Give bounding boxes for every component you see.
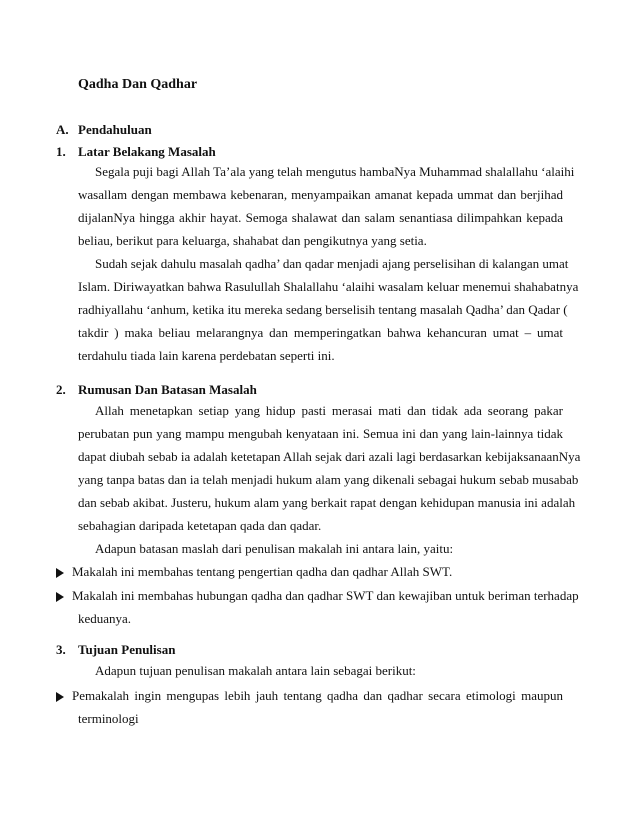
section-a-heading [56, 122, 152, 138]
bullet-item: Makalah ini membahas tentang pengertian qadha dan qadhar Allah SWT. [72, 564, 453, 579]
paragraph-line: takdir ) maka beliau melarangnya dan memperingatkan bahwa kehancuran umat – umat [78, 325, 563, 340]
subsection-2-heading [56, 382, 257, 398]
paragraph-line: Segala puji bagi Allah Ta’ala yang telah mengutus hambaNya Muhammad shalallahu ‘alaihi [95, 164, 575, 179]
paragraph-line: Sudah sejak dahulu masalah qadha’ dan qadar menjadi ajang perselisihan di kalangan umat [95, 256, 569, 271]
paragraph-line: dapat diubah sebab ia adalah ketetapan Allah sejak dari azali lagi berdasarkan kebijaksanaanNya [78, 449, 581, 464]
paragraph-line: terdahulu tiada lain karena perdebatan seperti ini. [78, 348, 335, 363]
paragraph-line: dan sebab akibat. Justeru, hukum alam yang berkait rapat dengan kehidupan manusia ini adalah [78, 495, 576, 510]
document-title: Qadha Dan Qadhar [78, 77, 198, 92]
subsection-1-heading [56, 144, 216, 160]
arrow-bullet-icon [56, 565, 70, 581]
subsection-3-label: Tujuan Penulisan [78, 642, 176, 657]
paragraph-line: sebahagian daripada ketetapan qada dan qadar. [78, 518, 322, 533]
bullet-item: Makalah ini membahas hubungan qadha dan qadhar SWT dan kewajiban untuk beriman terhadap [72, 588, 579, 603]
paragraph-line: dijalanNya hingga akhir hayat. Semoga shalawat dan salam senantiasa dilimpahkan kepada [78, 210, 563, 225]
paragraph-line: wasallam dengan membawa kebenaran, menyampaikan amanat kepada ummat dan berjihad [78, 187, 563, 202]
paragraph-line: yang tanpa batas dan ia telah menjadi hukum alam yang dikenali sebagai hukum sebab musabab [78, 472, 579, 487]
paragraph-line: Allah menetapkan setiap yang hidup pasti merasai mati dan tidak ada seorang pakar [95, 403, 563, 418]
arrow-bullet-icon [56, 689, 70, 705]
bullet-item-continuation: terminologi [78, 711, 139, 726]
paragraph-line: Adapun tujuan penulisan makalah antara lain sebagai berikut: [95, 663, 416, 678]
paragraph-line: Adapun batasan maslah dari penulisan makalah ini antara lain, yaitu: [95, 541, 454, 556]
subsection-2-number: 2. [56, 382, 66, 397]
subsection-3-number: 3. [56, 642, 66, 657]
section-a-label: Pendahuluan [78, 122, 152, 137]
paragraph-line: radhiyallahu ‘anhum, ketika itu mereka sedang berselisih tentang masalah Qadha’ dan Qadar ( [78, 302, 568, 317]
arrow-bullet-icon [56, 589, 70, 605]
paragraph-line: beliau, berikut para keluarga, shahabat dan pengikutnya yang setia. [78, 233, 427, 248]
paragraph-line: perubatan pun yang mampu mengubah kenyataan ini. Semua ini dan yang lain-lainnya tidak [78, 426, 563, 441]
subsection-1-label: Latar Belakang Masalah [78, 144, 216, 159]
subsection-1-number: 1. [56, 144, 66, 159]
subsection-3-heading [56, 642, 175, 658]
paragraph-line: Islam. Diriwayatkan bahwa Rasulullah Shalallahu ‘alaihi wasalam keluar menemui shahabatnya [78, 279, 579, 294]
bullet-item-continuation: keduanya. [78, 611, 132, 626]
section-a-number: A. [56, 122, 69, 137]
subsection-2-label: Rumusan Dan Batasan Masalah [78, 382, 257, 397]
bullet-item: Pemakalah ingin mengupas lebih jauh tentang qadha dan qadhar secara etimologi maupun [72, 688, 563, 703]
